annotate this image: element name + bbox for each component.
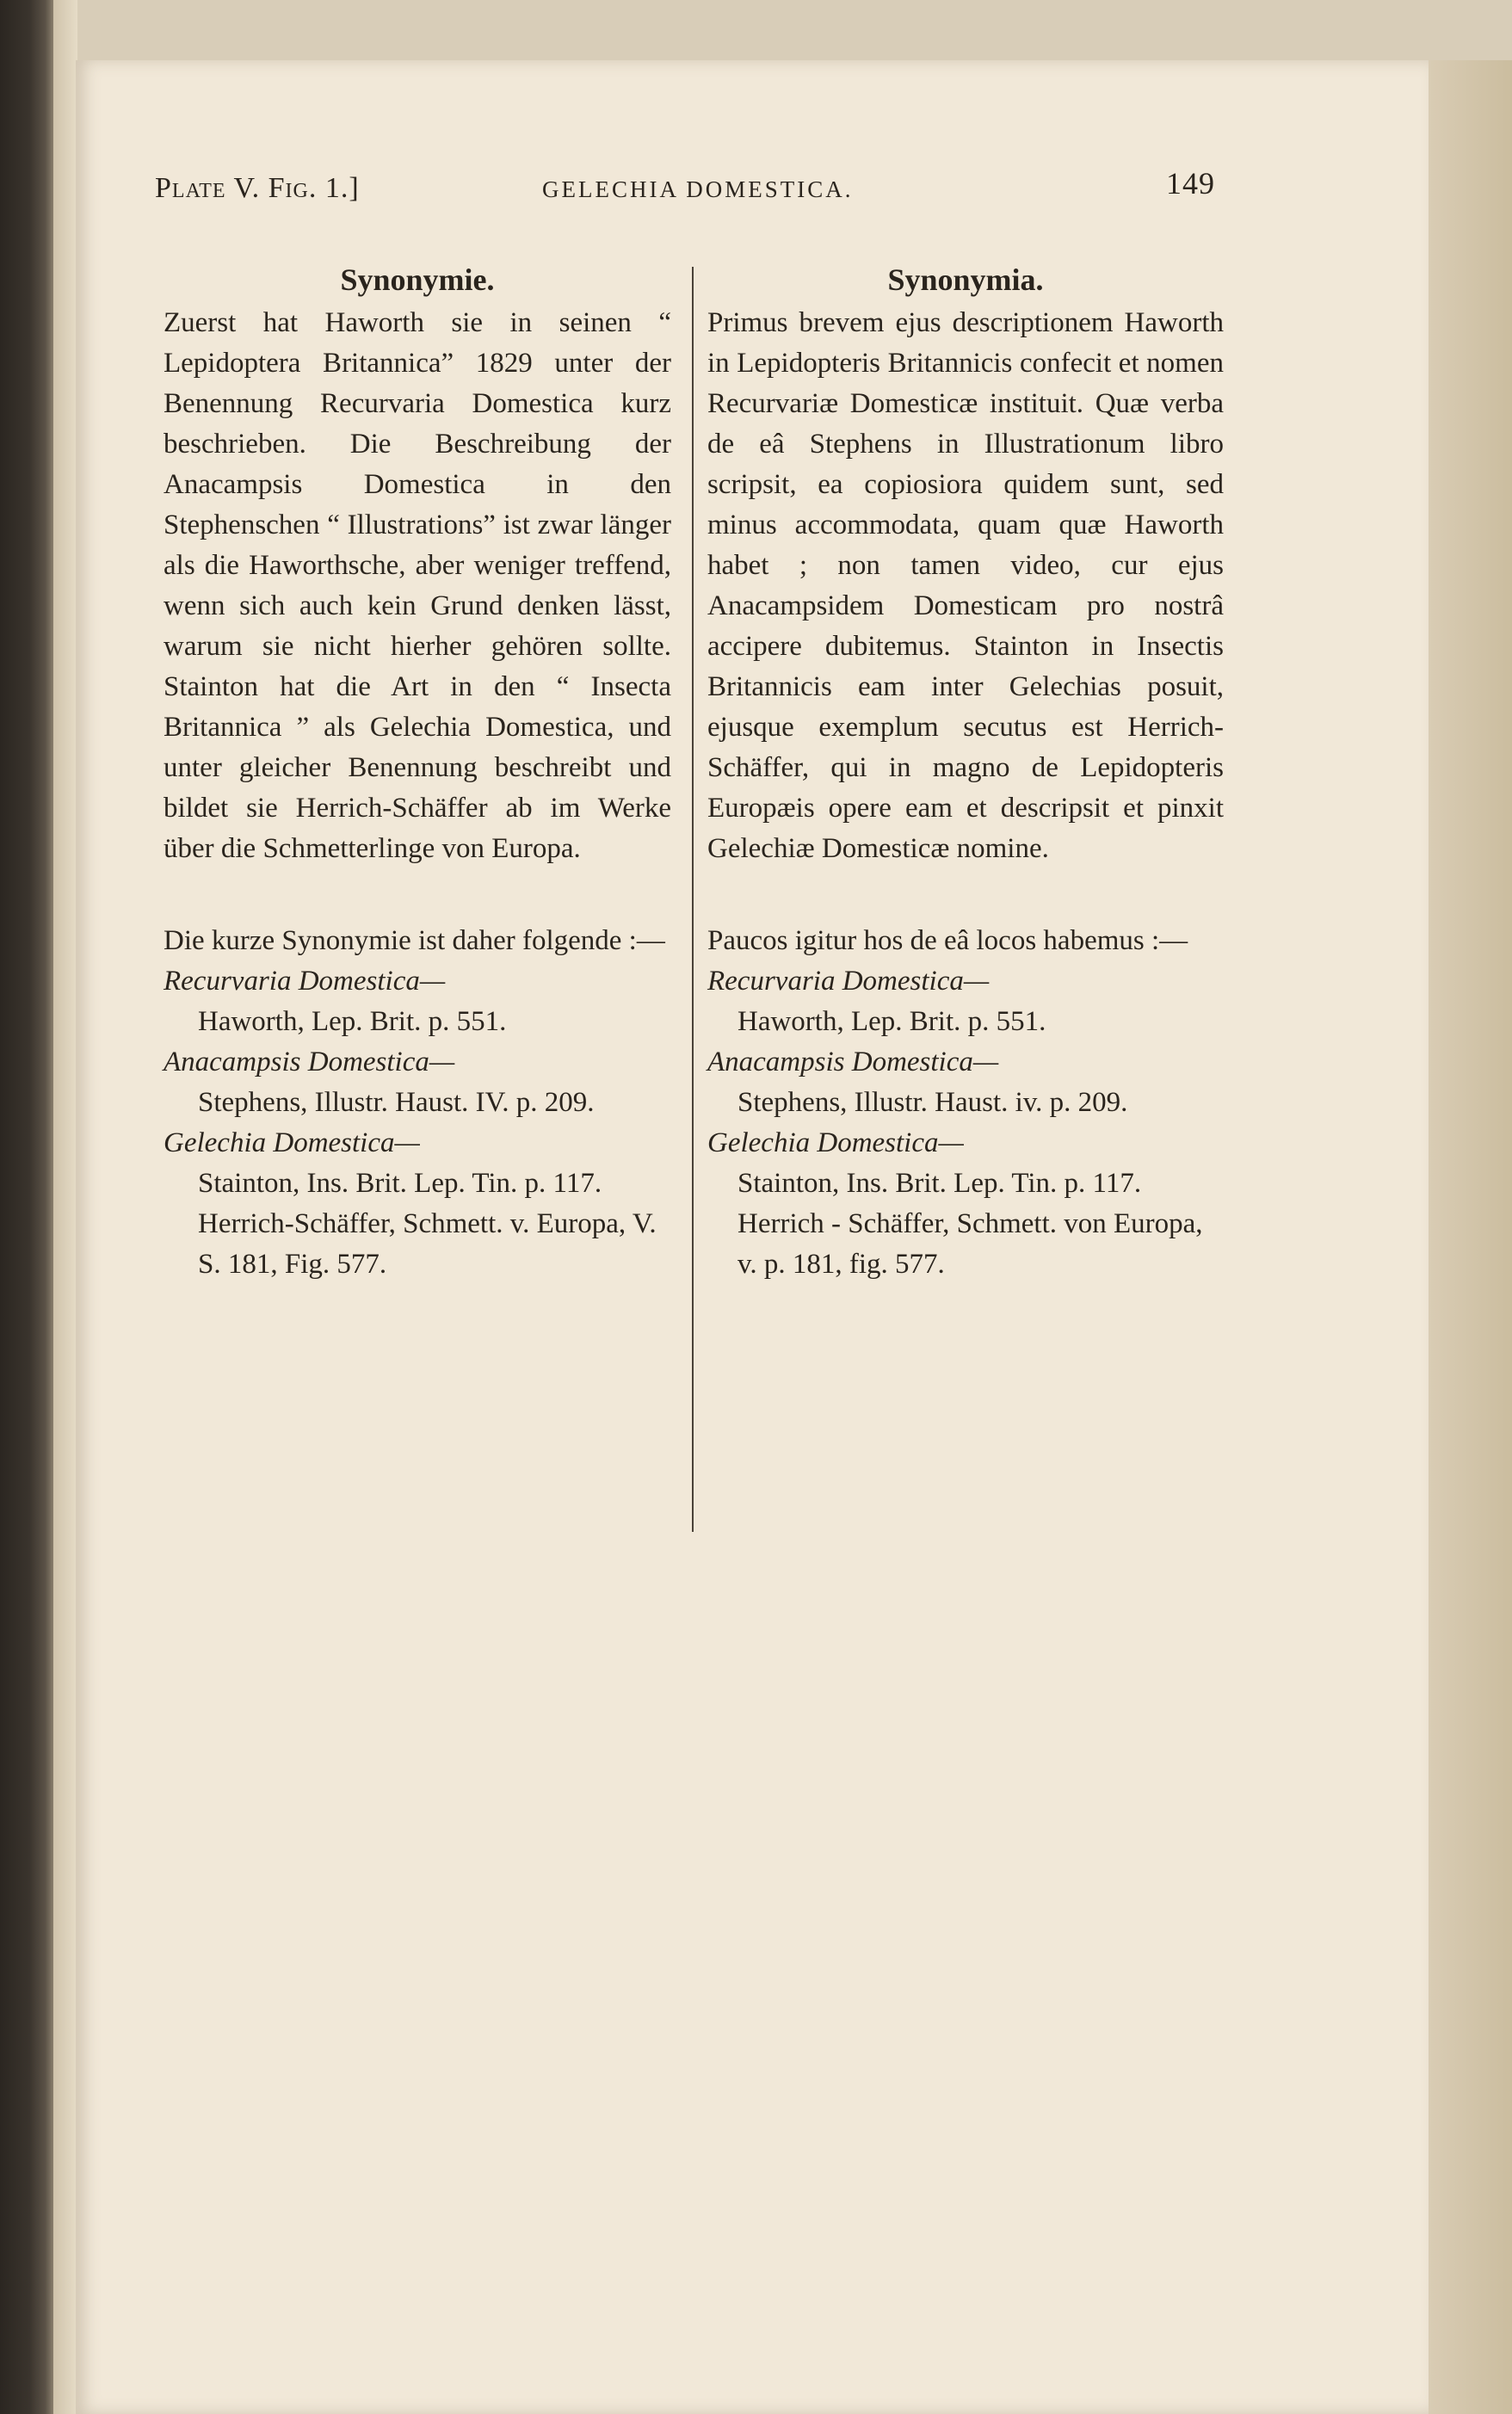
german-entry-name: Anacampsis Domestica— — [164, 1046, 455, 1077]
german-entry — [164, 961, 671, 1042]
latin-column — [707, 258, 1224, 1285]
german-column — [164, 258, 671, 1285]
book-binding — [0, 0, 53, 2414]
latin-entry-name: Anacampsis Domestica— — [707, 1046, 999, 1077]
german-paragraph: Zuerst hat Haworth sie in seinen “ Lepidoptera Britannica” 1829 unter der Benennung Recurvaria Domestica kurz beschrieben. Die Beschreibung der Anacampsis Domestica in den Stephenschen “ Illustrations” ist zwar länger als die Haworthsche, aber weniger treffend, wenn sich auch kein Grund denken lässt, warum sie nicht hierher gehören sollte. Stainton hat die Art in den “ Insecta Britannica ” als Gelechia Domestica, und unter gleicher Benennung beschreibt und bildet sie Herrich-Schäffer ab im Werke über die Schmetterlinge von Europa. — [164, 307, 671, 864]
german-heading: Synonymie. — [340, 262, 495, 297]
previous-page-edge — [53, 0, 77, 2414]
german-entry-ref: Herrich-Schäffer, Schmett. v. Europa, V. S. 181, Fig. 577. — [198, 1208, 657, 1280]
latin-entry-name: Gelechia Domestica— — [707, 1127, 964, 1158]
latin-paragraph: Primus brevem ejus descriptionem Haworth in Lepidopteris Britannicis confecit et nomen Recurvariæ Domesticæ instituit. Quæ verba de eâ Stephens in Illustrationum libro scripsit, ea copiosiora quidem sunt, sed minus accommodata, quam quæ Haworth habet ; non tamen video, cur ejus Anacampsidem Domesticam pro nostrâ accipere dubitemus. Stainton in Insectis Britannicis eam inter Gelechias posuit, ejusque exemplum secutus est Herrich-Schäffer, qui in magno de Lepidopteris Europæis opere eam et descripsit et pinxit Gelechiæ Domesticæ nomine. — [707, 307, 1224, 864]
german-entry-ref: Stephens, Illustr. Haust. IV. p. 209. — [198, 1087, 595, 1118]
latin-entry-name: Recurvaria Domestica— — [707, 966, 990, 997]
german-entry-ref: Stainton, Ins. Brit. Lep. Tin. p. 117. — [198, 1168, 602, 1199]
german-entry-name: Recurvaria Domestica— — [164, 966, 446, 997]
latin-entry-ref: Stephens, Illustr. Haust. iv. p. 209. — [737, 1087, 1128, 1118]
latin-entry — [707, 961, 1224, 1042]
page-edge-right — [1429, 60, 1512, 2414]
latin-entry — [707, 1123, 1224, 1285]
plate-reference: Plate V. Fig. 1.] — [155, 172, 360, 204]
german-entry — [164, 1042, 671, 1123]
latin-entry-ref: Herrich - Schäffer, Schmett. von Europa, v. p. 181, fig. 577. — [737, 1208, 1203, 1280]
german-intro: Die kurze Synonymie ist daher folgende :— — [164, 925, 665, 956]
german-entry-ref: Haworth, Lep. Brit. p. 551. — [198, 1006, 507, 1037]
page-number: 149 — [1166, 166, 1215, 201]
german-entry-name: Gelechia Domestica— — [164, 1127, 420, 1158]
latin-entry-ref: Haworth, Lep. Brit. p. 551. — [737, 1006, 1046, 1037]
german-entry — [164, 1123, 671, 1285]
latin-entry-ref: Stainton, Ins. Brit. Lep. Tin. p. 117. — [737, 1168, 1142, 1199]
running-title: GELECHIA DOMESTICA. — [542, 176, 854, 202]
latin-intro: Paucos igitur hos de eâ locos habemus :— — [707, 925, 1188, 956]
latin-entry — [707, 1042, 1224, 1123]
latin-heading: Synonymia. — [887, 262, 1044, 297]
column-divider — [692, 267, 694, 1532]
